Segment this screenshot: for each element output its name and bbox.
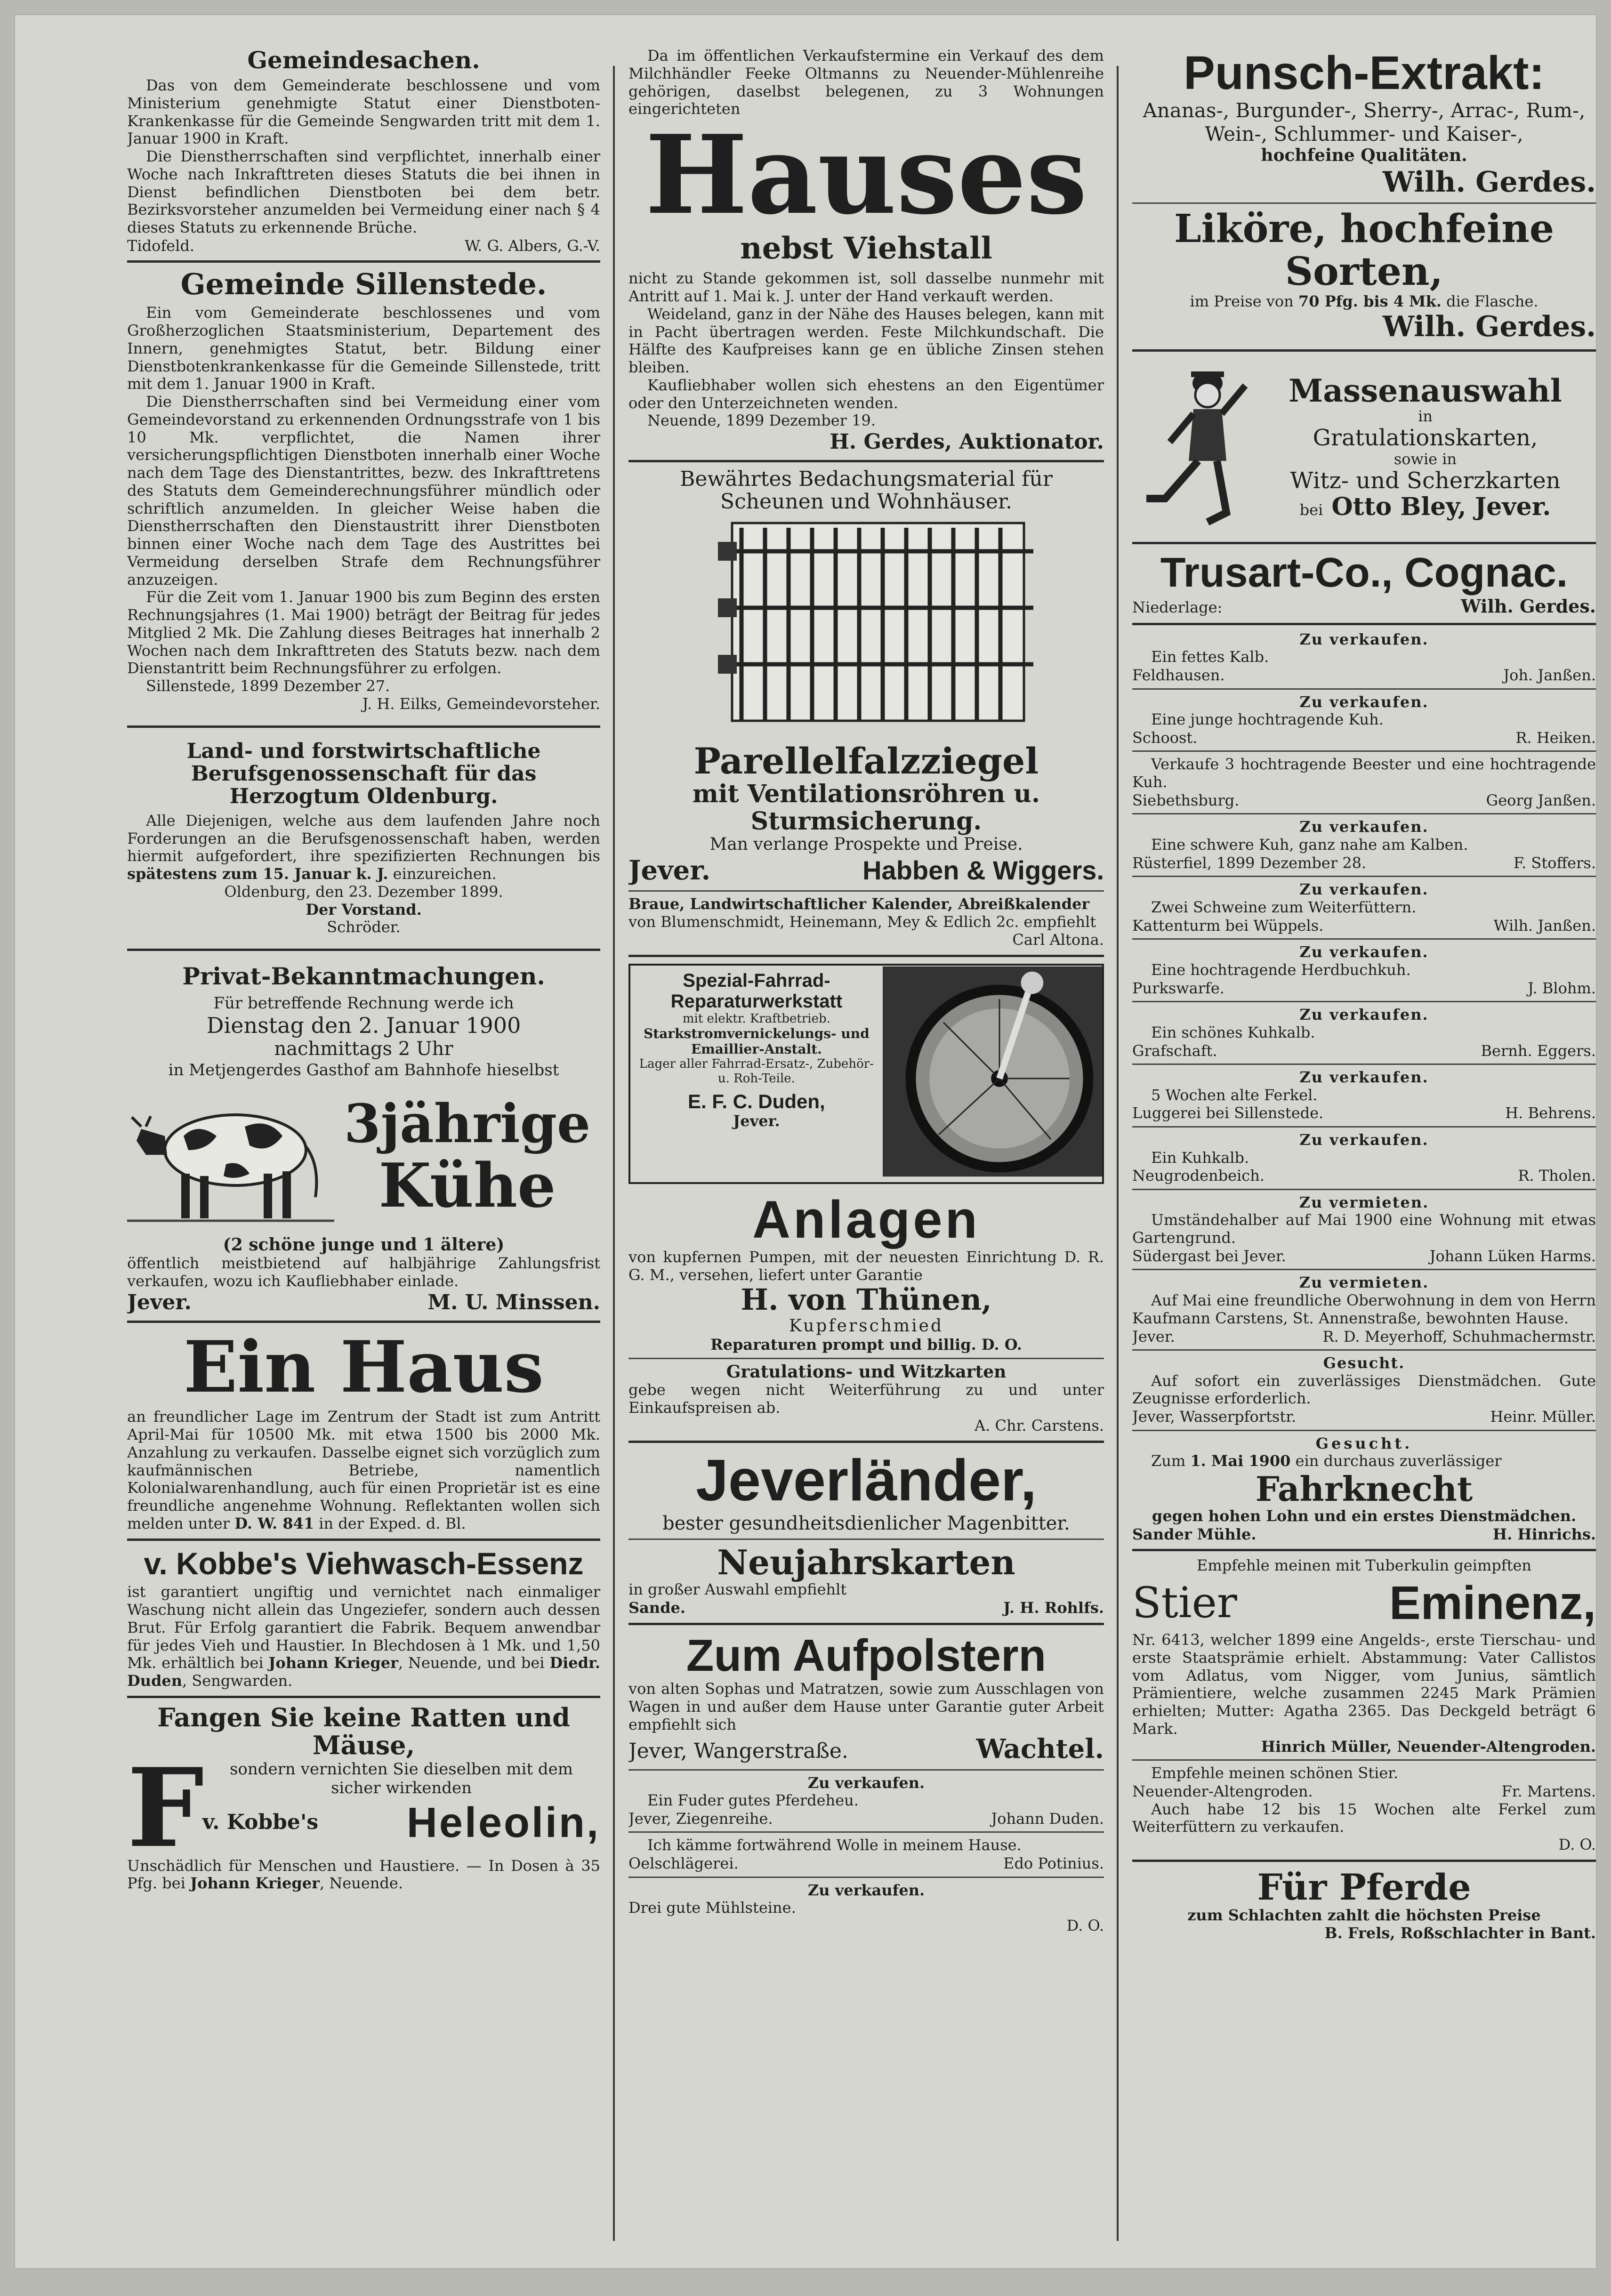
ad-text: Weideland, ganz in der Nähe des Hauses belegen, kann mit in Pacht übertragen werden. Feste Milchkundschaft. Die Hälfte des Kaufpreises kann ge en übliche Zinsen stehen bleiben. (628, 305, 1104, 377)
ad-signature: F. Stoffers. (1513, 854, 1596, 872)
ad-text: gegen hohen Lohn und ein erstes Dienstmädchen. (1152, 1507, 1577, 1525)
classified-ad (1132, 1006, 1596, 1065)
ad-pferdeheu (628, 1774, 1104, 1828)
ad-seller: Johann Krieger (190, 1874, 320, 1893)
ad-text: nicht zu Stande gekommen ist, soll dasselbe nunmehr mit Antritt auf 1. Mai k. J. unter der Hand verkauft werden. (628, 269, 1104, 306)
ad-text: Zum (1151, 1452, 1186, 1470)
ad-place: Kattenturm bei Wüppels. (1132, 916, 1324, 935)
ad-text: einzureichen. (393, 865, 497, 883)
ad-place: Neuender-Altengroden. (1132, 1782, 1313, 1801)
ad-text: sowie in (1394, 450, 1457, 468)
ad-title: Trusart-Co., Cognac. (1160, 549, 1568, 596)
ad-signature: J. H. Rohlfs. (1003, 1599, 1104, 1617)
ad-text: Ein fettes Kalb. (1151, 648, 1269, 666)
ad-signature: D. O. (1558, 1836, 1596, 1854)
ad-text: mit elektr. Kraftbetrieb. (682, 1011, 830, 1026)
ad-heading: Zu verkaufen. (1299, 818, 1429, 836)
roof-tile-illustration (628, 514, 1104, 740)
ad-title: Punsch-Extrakt: (1184, 47, 1545, 99)
ad-heading: Gesucht. (1315, 1434, 1413, 1452)
ad-heading: Zu verkaufen. (1299, 693, 1429, 711)
ad-date: Dienstag den 2. Januar 1900 (206, 1013, 521, 1039)
ad-karten (1132, 357, 1596, 536)
ad-text: an freundlicher Lage im Zentrum der Stadt ist zum Antritt April-Mai für 10500 Mk. mit etwa 1500 bis 2000 Mk. Anzahlung zu verkaufen. Dasselbe eignet sich vorzüglich zum kaufmännischen Betriebe, namentlich Kolonialwarenhandlung, auch für einen Proprietär ist es eine freundliche angenehme Wohnung. Reflektanten wollen sich melden unter (127, 1408, 600, 1532)
ad-big-heading: Kühe (379, 1150, 556, 1221)
ad-kobbe-essenz: v. Kobbe's Viehwasch-Essenz ist garantiert ungiftig und vernichtet nach einmaliger Waschung nicht allein das Ungeziefer, sondern auch dessen Brut. Für Erfolg garantiert die Fabrik. Bequem anwendbar für jedes Vieh und Haustier. In Blechdosen à 1 Mk. und 1,50 Mk. erhältlich bei Johann Krieger, Neuende, und bei Diedr. Duden, Sengwarden. (127, 1546, 600, 1690)
divider (628, 1623, 1104, 1625)
ad-title: Anlagen (752, 1190, 980, 1249)
ad-aufpolstern (628, 1631, 1104, 1765)
ad-text: ein durchaus zuverlässiger (1295, 1452, 1502, 1470)
ad-text: von Blumenschmidt, Heinemann, Mey & Edlich 2c. empfiehlt (628, 913, 1096, 931)
ad-title: Ein Haus (183, 1326, 544, 1409)
ad-signature: D. O. (1066, 1917, 1104, 1935)
ad-text: Da im öffentlichen Verkaufstermine ein Verkauf des dem Milchhändler Feeke Oltmanns zu Neuender-Mühlenreihe gehörigen, daselbst belegenen, zu 3 Wohnungen eingerichteten (628, 47, 1104, 118)
ad-title: Parellelfalzziegel (693, 740, 1039, 782)
ad-title: Für Pferde (1257, 1866, 1471, 1908)
ad-place: Feldhausen. (1132, 666, 1225, 685)
ad-seller: Johann Krieger (268, 1654, 398, 1672)
divider (1132, 202, 1596, 204)
column-3 (1132, 47, 1596, 2260)
ad-berufsgenossenschaft (127, 740, 600, 936)
divider (1132, 1269, 1596, 1270)
ad-sillenstede (127, 268, 600, 713)
ad-title: v. Kobbe's Viehwasch-Essenz (144, 1546, 584, 1581)
ad-signature: Habben & Wiggers. (862, 855, 1104, 886)
classified-ad (1132, 1354, 1596, 1431)
ad-text: Umständehalber auf Mai 1900 eine Wohnung mit etwas Gartengrund. (1132, 1211, 1596, 1247)
ad-text: Das von dem Gemeinderate beschlossene und vom Ministerium genehmigte Statut einer Dienstboten-Krankenkasse für die Gemeinde Sengwarden tritt mit dem 1. Januar 1900 in Kraft. (127, 76, 600, 148)
divider (628, 890, 1104, 892)
divider (1132, 1001, 1596, 1002)
divider (127, 949, 600, 951)
ad-trusart (1132, 550, 1596, 617)
ad-text: Nr. 6413, welcher 1899 eine Angelds-, erste Tierschau- und erste Staatsprämie erhielt. Abstammung: Vater Callistos vom Adlatus, vom Nigger, vom Junius, sämtlich Prämientiere, welche zusammen 2245 Mark Prämien erhielten; Mutter: Agatha 2365. Das Deckgeld beträgt 6 Mark. (1132, 1631, 1596, 1738)
ad-place: Sengwarden. (192, 1672, 293, 1690)
ad-text: bei (1299, 500, 1323, 519)
ad-heleolin (127, 1704, 600, 1893)
ad-title: Fangen Sie keine Ratten und Mäuse, (157, 1702, 570, 1761)
ad-signature: Wilh. Gerdes. (1382, 310, 1596, 344)
divider (127, 1321, 600, 1323)
ad-place: Jever. (733, 1112, 780, 1130)
ad-title: Gratulations- und Witzkarten (726, 1361, 1007, 1382)
ad-time: nachmittags 2 Uhr (274, 1038, 453, 1060)
ad-text: Unschädlich für Menschen und Haustiere. — In Dosen à 35 Pfg. bei (127, 1856, 600, 1893)
divider (1132, 688, 1596, 690)
ad-title: Privat-Bekanntmachungen. (182, 962, 545, 990)
ad-text: Auf Mai eine freundliche Oberwohnung in dem von Herrn Kaufmann Carstens, St. Annenstraße, bewohnten Hause. (1132, 1291, 1596, 1327)
ad-heading: Zu verkaufen. (1299, 1006, 1429, 1024)
ad-big-heading: Hauses (645, 112, 1087, 239)
ad-text: Ein Kuhkalb. (1151, 1148, 1249, 1167)
ad-place: Jever. (127, 1290, 192, 1314)
ad-brand: Heleolin, (406, 1799, 600, 1846)
ad-fahrknecht (1132, 1435, 1596, 1544)
ad-text: Für die Zeit vom 1. Januar 1900 bis zum Beginn des ersten Rechnungsjahres (1. Mai 1900) beträgt der Beitrag für jedes Mitglied 2 Mk. Die Zahlung dieses Beitrages hat innerhalb 2 Wochen nach dem Inkrafttreten des Statuts bezw. nach dem Dienstantritt beim Rechnungsführer zu erfolgen. (127, 588, 600, 677)
decorative-initial: F (127, 1744, 204, 1872)
divider (1132, 1189, 1596, 1190)
ad-signature: J. Blohm. (1528, 979, 1596, 997)
cow-illustration (127, 1084, 334, 1230)
ad-title: Jeverländer, (696, 1448, 1037, 1513)
divider (1132, 623, 1596, 625)
ad-ziegel (628, 468, 1104, 886)
ad-place: Neugrodenbeich. (1132, 1167, 1265, 1185)
ad-text: 5 Wochen alte Ferkel. (1151, 1086, 1318, 1104)
ad-punsch (1132, 47, 1596, 199)
ad-place: , Neuende. (319, 1874, 403, 1893)
ad-title: Gemeinde Sillenstede. (180, 267, 547, 302)
ad-heading: Zu verkaufen. (1299, 630, 1429, 648)
divider (1132, 349, 1596, 352)
ad-fahrrad (628, 964, 1104, 1184)
ad-text: Ein schönes Kuhkalb. (1151, 1023, 1315, 1041)
ad-text: gebe wegen nicht Weiterführung zu und unter Einkaufspreisen ab. (628, 1381, 1104, 1417)
ad-signature: Bernh. Eggers. (1481, 1041, 1596, 1060)
ad-signature: Wachtel. (976, 1733, 1104, 1765)
ad-big-heading: 3jährige (344, 1093, 591, 1155)
ad-place: Jever, Wasserpfortstr. (1132, 1408, 1297, 1426)
ad-date: Sillenstede, 1899 Dezember 27. (146, 677, 390, 695)
dancing-man-illustration (1132, 357, 1255, 536)
divider (127, 1696, 600, 1698)
ad-place: Jever. (628, 855, 711, 886)
ad-likoere (1132, 208, 1596, 344)
divider (1132, 813, 1596, 814)
ad-text: Die Dienstherrschaften sind verpflichtet, innerhalb einer Woche nach Inkrafttreten dieses Statuts die bei ihnen in Dienst befindlichen Dienstboten bei dem betr. Bezirksvorsteher anzumelden bei Vermeidung einer nach § 4 dieses Statuts zu erkennende Brüche. (127, 147, 600, 236)
ad-signature: Otto Bley, Jever. (1331, 492, 1551, 521)
ad-signature: H. Hinrichs. (1492, 1525, 1596, 1544)
ad-heading: Zu verkaufen. (807, 1773, 925, 1792)
ad-signature: Johann Duden. (991, 1810, 1104, 1828)
ad-hausverkauf (628, 47, 1104, 454)
classified-ad (1132, 1069, 1596, 1128)
ad-signature: Edo Potinius. (1003, 1854, 1104, 1873)
ad-heading: Bewährtes Bedachungsmaterial für Scheunen und Wohnhäuser. (680, 467, 1053, 514)
ad-text: Starkstromvernickelungs- und Emaillier-Anstalt. (644, 1026, 870, 1057)
ad-title: Zum Aufpolstern (686, 1630, 1047, 1681)
ad-text: in großer Auswahl empfiehlt (628, 1580, 847, 1599)
ad-text: Auf sofort ein zuverlässiges Dienstmädchen. Gute Zeugnisse erforderlich. (1132, 1371, 1596, 1408)
ad-text: Empfehle meinen schönen Stier. (1151, 1764, 1399, 1782)
ad-big-heading: Stier (1132, 1578, 1237, 1628)
column-1 (127, 47, 600, 2260)
ad-signature: R. Tholen. (1518, 1167, 1596, 1185)
divider (1132, 1549, 1596, 1551)
ad-text: , Neuende, und bei (398, 1654, 545, 1672)
ad-place: Sander Mühle. (1132, 1525, 1257, 1544)
ad-label: Niederlage: (1132, 598, 1223, 617)
ad-place: Jever. (1132, 1327, 1175, 1345)
ad-heading: Zu vermieten. (1299, 1273, 1429, 1292)
ad-signature: H. Behrens. (1505, 1104, 1596, 1122)
ad-signature: B. Frels, Roßschlachter in Bant. (1324, 1924, 1596, 1942)
ad-kalender (628, 895, 1104, 949)
classified-ad (1132, 631, 1596, 690)
ad-title: Massenauswahl (1289, 372, 1562, 409)
divider (628, 955, 1104, 957)
ad-seller: Diedr. Duden (127, 1654, 600, 1690)
ad-text: Witz- und Scherzkarten (1290, 467, 1561, 494)
ad-text: Man verlange Prospekte und Preise. (709, 834, 1023, 854)
ad-place: Purkswarfe. (1132, 979, 1224, 997)
ad-place: Rüsterfiel, 1899 Dezember 28. (1132, 854, 1367, 872)
ad-date: Oldenburg, den 23. Dezember 1899. (224, 882, 503, 901)
ad-text: Ananas-, Burgunder-, Sherry-, Arrac-, Rum-, Wein-, Schlummer- und Kaiser-, (1143, 99, 1586, 145)
ad-text: Ein Fuder gutes Pferdeheu. (647, 1791, 859, 1810)
ad-signature: W. G. Albers, G.-V. (465, 236, 600, 255)
bicycle-wheel-illustration (883, 966, 1102, 1177)
ad-text: sicher wirkenden (330, 1778, 472, 1797)
ad-signature: H. Gerdes, Auktionator. (830, 430, 1104, 454)
ad-heading: Zu verkaufen. (807, 1881, 925, 1899)
ad-muehlsteine (628, 1882, 1104, 1935)
ad-text: Empfehle meinen mit Tuberkulin geimpften (1196, 1556, 1532, 1575)
ad-text: in Metjengerdes Gasthof am Bahnhofe hieselbst (168, 1060, 559, 1080)
ad-privat (127, 963, 600, 1315)
divider (628, 1831, 1104, 1833)
ad-heading: Zu verkaufen. (1299, 880, 1429, 899)
column-divider (1117, 66, 1119, 2241)
ad-signature: R. Heiken. (1515, 729, 1596, 747)
ad-text: die Flasche. (1446, 292, 1539, 310)
classified-ad (1132, 818, 1596, 877)
ad-place: Luggerei bei Sillenstede. (1132, 1104, 1324, 1122)
ad-text: Lager aller Fahrrad-Ersatz-, Zubehör- u. Roh-Teile. (639, 1057, 874, 1086)
ad-anlagen (628, 1191, 1104, 1354)
ad-neujahr (628, 1544, 1104, 1617)
newspaper-page (14, 14, 1597, 2269)
column-divider (613, 66, 615, 2241)
ad-signature: Wilh. Gerdes. (1461, 596, 1596, 617)
ad-text: Alle Diejenigen, welche aus dem laufenden Jahre noch Forderungen an die Berufsgenossenschaft haben, werden hiermit aufgefordert, ihre spezifizierten Rechnungen bis (127, 811, 600, 865)
divider (628, 1358, 1104, 1359)
ad-text: Gratulationskarten, (1313, 425, 1538, 451)
ad-place: Oelschlägerei. (628, 1854, 739, 1873)
ad-text: Für betreffende Rechnung werde ich (213, 994, 514, 1013)
column-2 (628, 47, 1104, 2260)
ad-signature: Wilh. Gerdes. (1382, 165, 1596, 199)
classified-ad (1132, 1194, 1596, 1271)
ad-text: Eine schwere Kuh, ganz nahe am Kalben. (1151, 836, 1468, 854)
small-ads-list (1132, 631, 1596, 1431)
divider (628, 460, 1104, 462)
ad-signature: M. U. Minssen. (427, 1290, 600, 1314)
divider (1132, 876, 1596, 877)
ad-gratulation (628, 1363, 1104, 1435)
divider (628, 1769, 1104, 1771)
ad-heading: Zu verkaufen. (1299, 1130, 1429, 1149)
ad-text: Auch habe 12 bis 15 Wochen alte Ferkel zum Weiterfüttern zu verkaufen. (1132, 1800, 1596, 1836)
ad-deadline: spätestens zum 15. Januar k. J. (127, 865, 388, 883)
ad-place: Sande. (628, 1599, 685, 1617)
ad-code: D. W. 841 (234, 1514, 314, 1532)
divider (628, 1877, 1104, 1878)
ad-text: Verkaufe 3 hochtragende Beester und eine hochtragende Kuh. (1132, 755, 1596, 791)
divider (1132, 750, 1596, 752)
ad-title: Liköre, hochfeine Sorten, (1174, 206, 1555, 294)
ad-text: Braue, Landwirtschaftlicher Kalender, Abreißkalender (628, 895, 1090, 913)
ad-signature: Carl Altona. (1012, 930, 1104, 949)
divider (127, 725, 600, 728)
ad-subtitle: nebst Viehstall (740, 231, 992, 266)
ad-place: Jever, Ziegenreihe. (628, 1810, 773, 1828)
classified-ad (1132, 943, 1596, 1002)
divider (1132, 1430, 1596, 1431)
ad-heading: Zu verkaufen. (1299, 943, 1429, 961)
ad-big-heading: Fahrknecht (1255, 1469, 1473, 1509)
ad-text: von alten Sophas und Matratzen, sowie zum Ausschlagen von Wagen in und außer dem Hause unter Garantie guter Arbeit empfiehlt sich (628, 1680, 1104, 1733)
divider (127, 260, 600, 263)
ad-signature: Wilh. Janßen. (1493, 916, 1596, 935)
ad-subtitle: (2 schöne junge und 1 ältere) (223, 1234, 505, 1255)
classified-ad (1132, 756, 1596, 814)
ad-place: Südergast bei Jever. (1132, 1247, 1286, 1265)
ad-brand-prefix: v. Kobbe's (202, 1810, 319, 1835)
ad-signature: Georg Janßen. (1486, 791, 1596, 809)
ad-text: Kupferschmied (789, 1316, 943, 1336)
ad-signature: H. von Thünen, (741, 1282, 992, 1317)
ad-signature: Fr. Martens. (1501, 1782, 1596, 1801)
ad-signature: Schröder. (327, 918, 401, 936)
ad-price: 70 Pfg. bis 4 Mk. (1298, 292, 1442, 310)
ad-text: sondern vernichten Sie dieselben mit dem (229, 1759, 573, 1779)
ad-signature: Hinrich Müller, Neuender-Altengroden. (1261, 1737, 1596, 1756)
ad-text: Eine hochtragende Herdbuchkuh. (1151, 960, 1411, 979)
divider (127, 1539, 600, 1541)
ad-title: Spezial-Fahrrad-Reparaturwerkstatt (670, 970, 843, 1012)
ad-heading: Zu vermieten. (1299, 1193, 1429, 1211)
divider (1132, 1759, 1596, 1761)
divider (628, 1539, 1104, 1540)
divider (1132, 938, 1596, 940)
classified-ad (1132, 693, 1596, 752)
ad-text: im Preise von (1190, 292, 1294, 310)
ad-text: Drei gute Mühlsteine. (628, 1899, 796, 1917)
classified-ad (1132, 1274, 1596, 1351)
ad-title: Land- und forstwirtschaftliche Berufsgenossenschaft für das Herzogtum Oldenburg. (186, 739, 541, 809)
ad-big-heading: Eminenz, (1389, 1577, 1596, 1630)
divider (1132, 1126, 1596, 1128)
ad-place: Siebethsburg. (1132, 791, 1240, 809)
ad-text: Die Dienstherrschaften sind bei Vermeidung einer vom Gemeindevorstand zu erkennenden Ordnungsstrafe von 1 bis 10 Mk. verpflichtet, die Namen ihrer versicherungspflichtigen Dienstboten innerhalb einer Woche nach dem Tage des Dienstantrittes, bezw. des Inkrafttretens des Statuts dem Gemeinderechnungsführer mündlich oder schriftlich anzumelden. In gleicher Weise haben die Dienstherrschaften den Dienstaustritt ihrer Dienstboten binnen einer Woche nach dem Tage des Austrittes bei Vermeidung derselben Strafe dem Rechnungsführer anzuzeigen. (127, 393, 600, 588)
ad-title: Neujahrskarten (717, 1542, 1015, 1583)
ad-date: Neuende, 1899 Dezember 19. (647, 411, 876, 430)
ad-text: in der Exped. d. Bl. (319, 1514, 466, 1532)
divider (1132, 542, 1596, 544)
ad-text: Eine junge hochtragende Kuh. (1151, 710, 1384, 729)
ad-text: Ein vom Gemeinderate beschlossenes und vom Großherzoglichen Staatsministerium, Departement des Innern, genehmigtes Statut, betr. Bildung einer Dienstbotenkrankenkasse für die Gemeinde Sillenstede, tritt mit dem 1. Januar 1900 in Kraft. (127, 304, 600, 393)
ad-signature: Johann Lüken Harms. (1429, 1247, 1596, 1265)
ad-text: öffentlich meistbietend auf halbjährige Zahlungsfrist verkaufen, wozu ich Kaufliebhaber einlade. (127, 1254, 600, 1290)
ad-text: Ich kämme fortwährend Wolle in meinem Hause. (647, 1836, 1022, 1854)
divider (1132, 1063, 1596, 1065)
classified-ad (1132, 881, 1596, 940)
ad-title: Gemeindesachen. (247, 47, 480, 74)
ad-signature: J. H. Eilks, Gemeindevorsteher. (362, 694, 600, 713)
ad-signature: A. Chr. Carstens. (975, 1416, 1104, 1434)
ad-text: Zwei Schweine zum Weiterfüttern. (1151, 898, 1417, 916)
ad-text: von kupfernen Pumpen, mit der neuesten Einrichtung D. R. G. M., versehen, liefert unter Garantie (628, 1248, 1104, 1284)
ad-wolle (628, 1837, 1104, 1872)
ad-signature: Heinr. Müller. (1490, 1408, 1596, 1426)
divider (1132, 1860, 1596, 1862)
ad-date: 1. Mai 1900 (1190, 1452, 1291, 1470)
ad-ein-haus (127, 1326, 600, 1532)
ad-heading: Gesucht. (1323, 1353, 1405, 1372)
ad-signature: R. D. Meyerhoff, Schuhmachermstr. (1322, 1327, 1596, 1345)
ad-stier (1132, 1557, 1596, 1756)
ad-signature: Joh. Janßen. (1503, 666, 1596, 685)
classified-ad (1132, 1131, 1596, 1190)
ad-text: Reparaturen prompt und billig. D. O. (710, 1336, 1022, 1354)
ad-signature: Der Vorstand. (306, 900, 422, 918)
ad-subtitle: mit Ventilationsröhren u. Sturmsicherung. (692, 780, 1040, 836)
divider (628, 1441, 1104, 1443)
ad-text: ist garantiert ungiftig und vernichtet nach einmaliger Waschung nicht allein das Ungeziefer, sondern auch dessen Brut. Für Erfolg garantiert die Fabrik. Bequem anwendbar für jedes Vieh und Haustier. In Blechdosen à 1 Mk. und 1,50 Mk. erhältlich bei (127, 1583, 600, 1672)
divider (1132, 1349, 1596, 1351)
ad-martens (1132, 1764, 1596, 1853)
ad-place: Tidofeld. (127, 236, 194, 255)
ad-text: hochfeine Qualitäten. (1261, 145, 1467, 166)
ad-jeverlaender (628, 1449, 1104, 1535)
ad-signature: E. F. C. Duden, (688, 1090, 825, 1112)
ad-heading: Zu verkaufen. (1299, 1068, 1429, 1086)
ad-place: Grafschaft. (1132, 1041, 1217, 1060)
ad-place: Schoost. (1132, 729, 1198, 747)
ad-text: in (1418, 407, 1433, 426)
ad-place: Jever, Wangerstraße. (628, 1739, 848, 1764)
ad-subtitle: bester gesundheitsdienlicher Magenbitter. (662, 1513, 1070, 1535)
ad-gemeindesachen (127, 47, 600, 255)
ad-text: Kaufliebhaber wollen sich ehestens an den Eigentümer oder den Unterzeichneten wenden. (628, 376, 1104, 412)
ad-text: zum Schlachten zahlt die höchsten Preise (1187, 1906, 1541, 1925)
ad-fuer-pferde (1132, 1868, 1596, 1942)
